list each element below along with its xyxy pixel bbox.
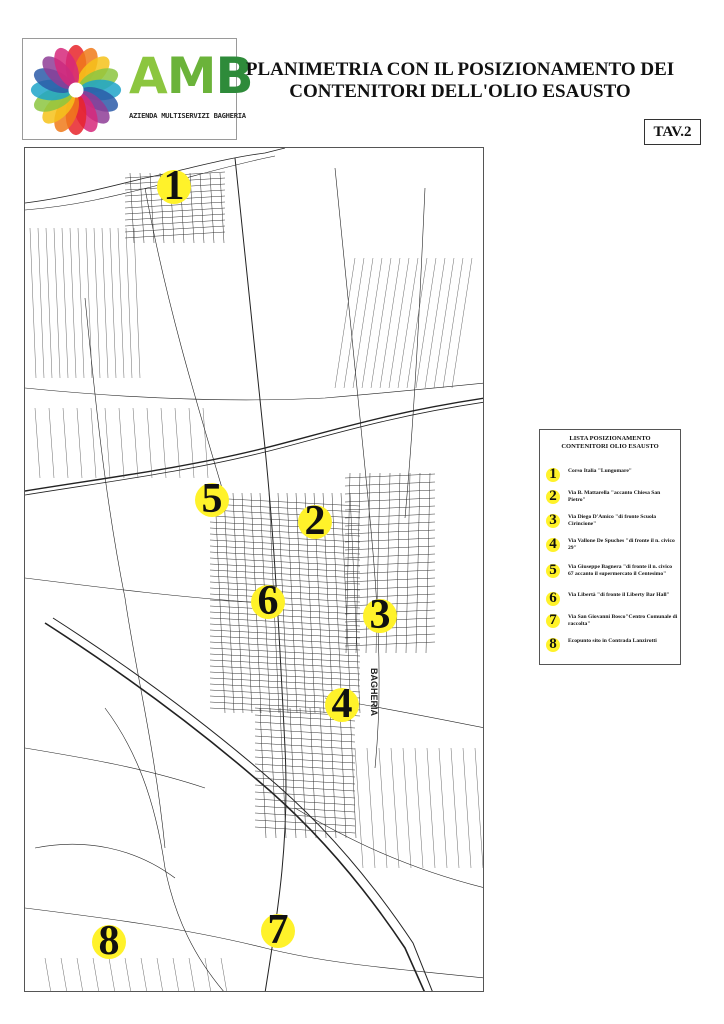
- city-map: [24, 147, 484, 992]
- marker-num: 3: [369, 592, 391, 638]
- sheet-label: TAV.2: [644, 119, 701, 145]
- legend-text: Via Giuseppe Bagnera "di fronte il n. civico 67 accanto il supermercato il Centesimo": [568, 564, 673, 577]
- legend-item-2: [546, 488, 678, 512]
- legend-num: 5: [549, 562, 557, 578]
- marker-3[interactable]: [363, 592, 397, 638]
- legend-text: Ecopunto sito in Contrada Lanzirotti: [568, 638, 657, 644]
- marker-6[interactable]: [251, 578, 285, 624]
- legend-item-4: [546, 536, 678, 560]
- marker-1[interactable]: [157, 163, 191, 209]
- legend-item-5: [546, 562, 678, 586]
- legend-num: 6: [549, 590, 557, 606]
- marker-7[interactable]: [261, 907, 295, 953]
- marker-num: 6: [257, 578, 279, 624]
- legend-text: Via Vallone De Spuches "di fronte il n. civico 29": [568, 538, 675, 551]
- marker-4[interactable]: [325, 681, 359, 727]
- legend-num: 4: [549, 536, 557, 552]
- title-line-2: CONTENITORI DELL'OLIO ESAUSTO: [289, 81, 631, 102]
- marker-num: 2: [304, 498, 326, 544]
- legend-text: Via Diego D'Amico "di fronte Scuola Cirincione": [568, 514, 657, 527]
- logo-letter: A: [129, 47, 167, 105]
- page-title: [245, 59, 675, 103]
- legend-title-line-2: CONTENITORI OLIO ESAUSTO: [561, 443, 659, 450]
- logo-subtitle: AZIENDA MULTISERVIZI BAGHERIA: [129, 111, 246, 120]
- legend-text: Corso Italia "Lungomare": [568, 468, 632, 474]
- marker-num: 8: [98, 918, 120, 964]
- logo-letter: B: [215, 47, 253, 105]
- legend-num: 1: [549, 466, 557, 482]
- legend-title-line-1: LISTA POSIZIONAMENTO: [569, 435, 651, 442]
- urban-grid: [125, 172, 435, 838]
- legend-num: 7: [549, 612, 557, 628]
- legend-item-3: [546, 512, 678, 536]
- marker-2[interactable]: [298, 498, 332, 544]
- legend-title: [540, 435, 680, 451]
- legend-text: Via Libertà "di fronte il Liberty Bar Hall": [568, 592, 670, 598]
- title-line-1: PLANIMETRIA CON IL POSIZIONAMENTO DEI: [245, 59, 675, 80]
- legend-num: 3: [549, 512, 557, 528]
- marker-num: 7: [267, 907, 289, 953]
- marker-num: 1: [163, 163, 185, 209]
- marker-5[interactable]: [195, 476, 229, 522]
- legend-item-6: [546, 590, 678, 614]
- marker-num: 4: [331, 681, 353, 727]
- legend-item-1: [546, 466, 678, 490]
- marker-num: 5: [201, 476, 223, 522]
- map-drawing: [25, 148, 484, 992]
- amb-logo: [22, 38, 253, 140]
- legend-item-7: [546, 612, 678, 636]
- marker-8[interactable]: [92, 918, 126, 964]
- legend: [539, 429, 681, 665]
- town-label: BAGHERIA: [369, 668, 379, 717]
- legend-text: Via B. Mattarella "accanto Chiesa San Pietro": [568, 490, 661, 503]
- logo-letter: M: [166, 47, 216, 105]
- legend-num: 2: [549, 488, 557, 504]
- legend-text: Via San Giovanni Bosco"Centro Comunale di raccolta": [568, 614, 678, 627]
- flower-logo-icon: [27, 43, 125, 137]
- legend-item-8: [546, 636, 678, 660]
- legend-num: 8: [549, 636, 557, 652]
- logo-letters: [129, 47, 253, 105]
